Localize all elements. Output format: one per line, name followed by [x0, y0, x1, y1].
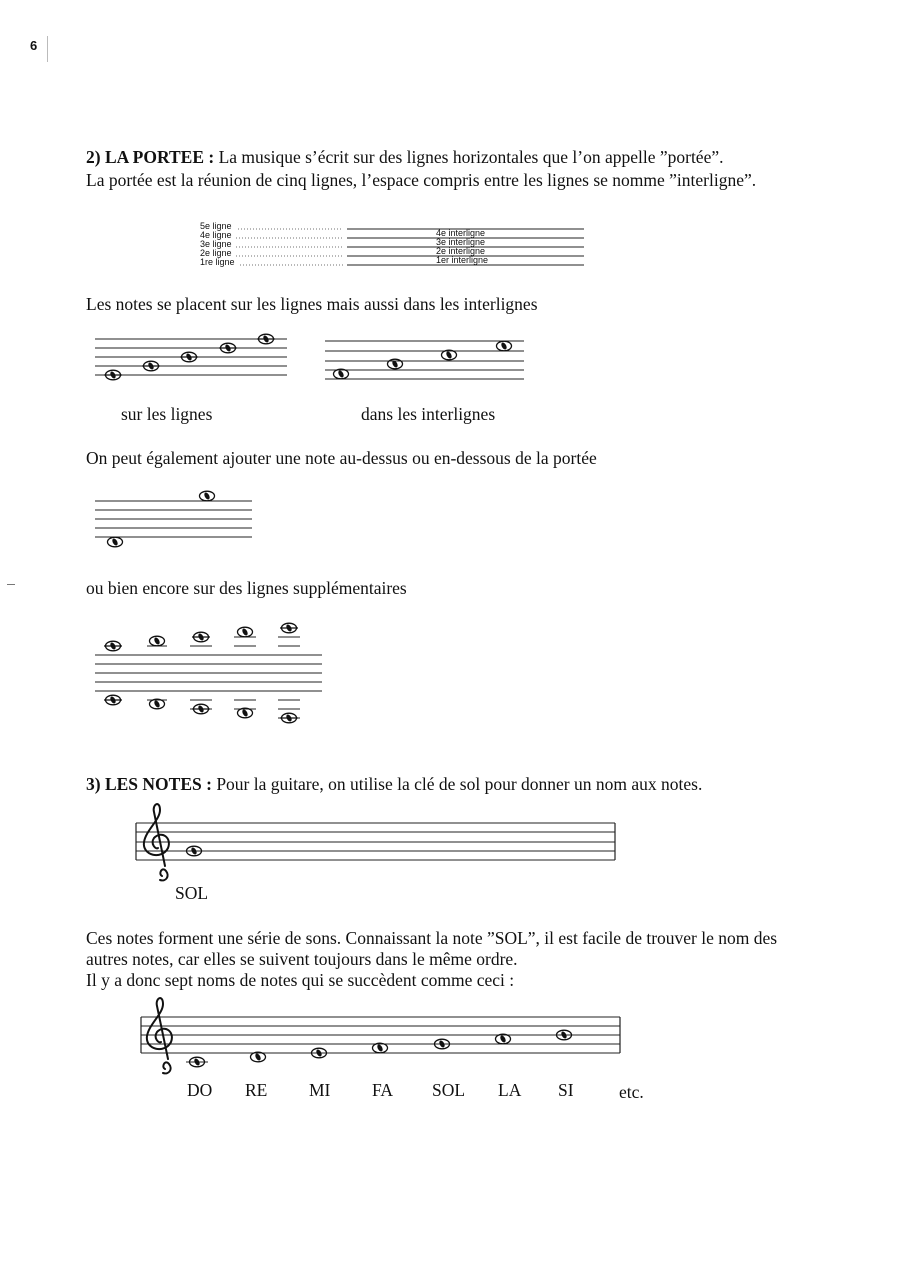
note-name-mi: MI: [309, 1080, 331, 1100]
note-name-do: DO: [187, 1080, 213, 1100]
notes-placement-text: Les notes se placent sur les lignes mais aussi dans les interlignes: [86, 294, 538, 314]
interline-label: 2e interligne: [436, 246, 486, 256]
caption-on-lines: sur les lignes: [121, 404, 213, 424]
line-label: 3e ligne: [200, 239, 232, 249]
section3-text: Pour la guitare, on utilise la clé de sol pour donner un nom aux notes.: [216, 774, 703, 794]
line-label: 1re ligne: [200, 257, 235, 267]
whole-note: [251, 1052, 266, 1062]
line-label: 4e ligne: [200, 230, 232, 240]
interline-label: 1er interligne: [436, 255, 489, 265]
treble-clef-icon: [147, 998, 172, 1073]
section2-text2: La portée est la réunion de cinq lignes, l’espace compris entre les lignes se nomme ”interligne”.: [86, 170, 757, 190]
series-line3: Il y a donc sept noms de notes qui se succèdent comme ceci :: [86, 970, 515, 990]
note-name-fa: FA: [372, 1080, 394, 1100]
note-name-la: LA: [498, 1080, 522, 1100]
sol-label: SOL: [175, 883, 209, 903]
above-below-text: On peut également ajouter une note au-dessus ou en-dessous de la portée: [86, 448, 597, 468]
note-name-re: RE: [245, 1080, 268, 1100]
ledger-text: ou bien encore sur des lignes supplémentaires: [86, 578, 407, 598]
series-line1: Ces notes forment une série de sons. Connaissant la note ”SOL”, il est facile de trouver le nom des: [86, 928, 778, 948]
page-number: 6: [30, 38, 38, 53]
margin-speck: [7, 584, 15, 585]
line-label: 5e ligne: [200, 221, 232, 231]
section2-text1: La musique s’écrit sur des lignes horizontales que l’on appelle ”portée”.: [218, 147, 724, 167]
caption-interlines: dans les interlignes: [361, 404, 496, 424]
section3-heading: 3) LES NOTES :: [86, 774, 212, 794]
interline-label: 4e interligne: [436, 228, 486, 238]
section2-heading: 2) LA PORTEE :: [86, 147, 215, 167]
interline-label: 3e interligne: [436, 237, 486, 247]
note-name-sol: SOL: [432, 1080, 466, 1100]
series-line2: autres notes, car elles se suivent toujours dans le même ordre.: [86, 949, 518, 969]
line-label: 2e ligne: [200, 248, 232, 258]
note-name-si: SI: [558, 1080, 574, 1100]
etc-label: etc.: [619, 1082, 644, 1102]
whole-note: [373, 1043, 388, 1053]
whole-note: [496, 1034, 511, 1044]
